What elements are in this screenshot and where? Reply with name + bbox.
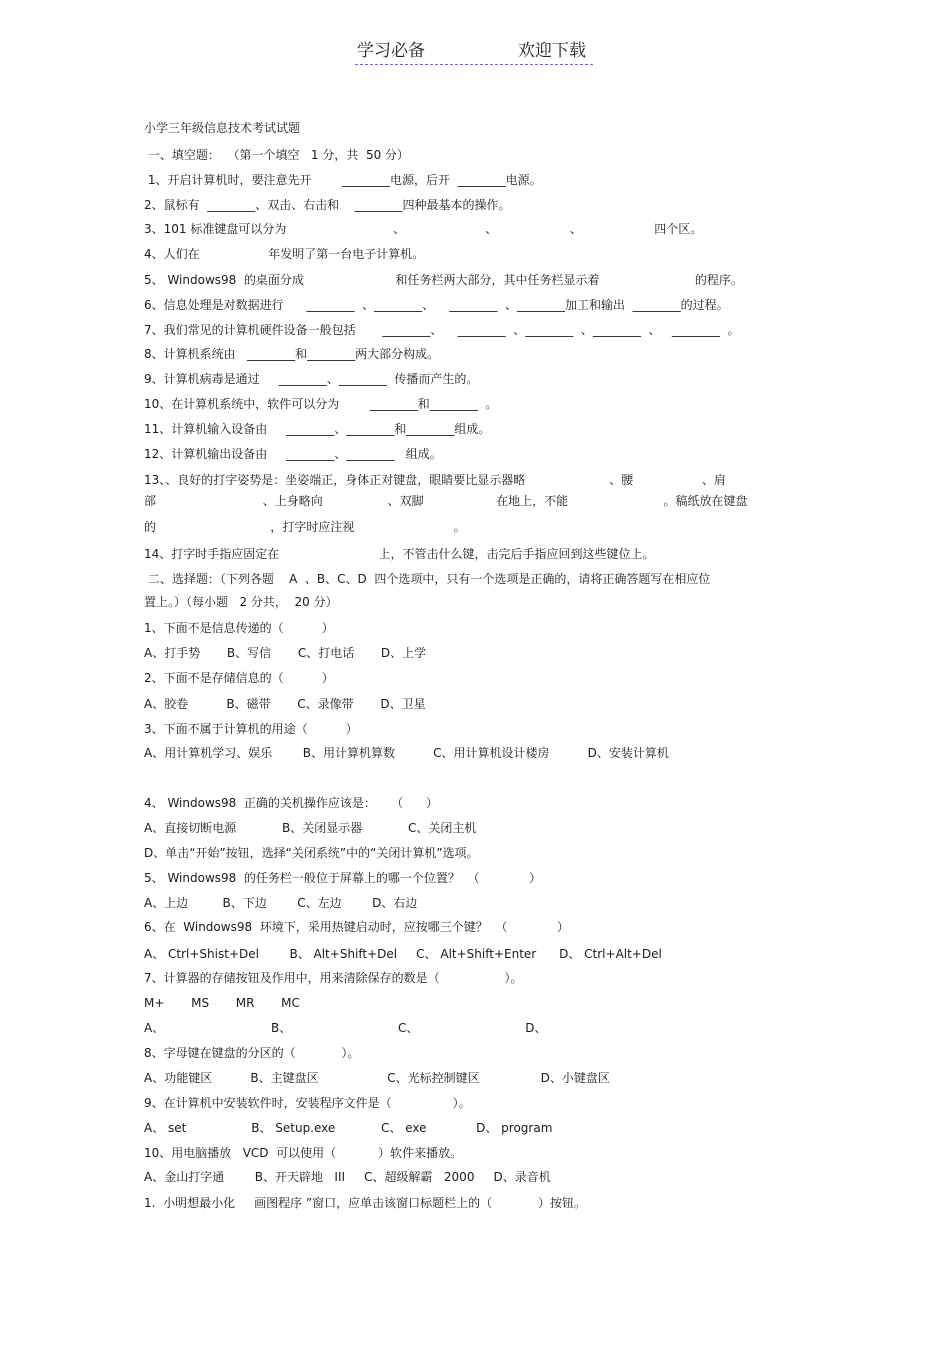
- question-line: 7、计算器的存储按钮及作用中，用来清除保存的数是（ ）。: [144, 971, 523, 985]
- question-line: 10、用电脑播放 VCD 可以使用（ ）软件来播放。: [144, 1146, 463, 1160]
- question-line: 1. 小明想最小化 画图程序 ”窗口，应单击该窗口标题栏上的（ ）按钮。: [144, 1196, 586, 1210]
- section-heading-choice: 置上。）（每小题 2 分共， 20 分）: [144, 595, 338, 609]
- key-labels-line: M+ MS MR MC: [144, 996, 300, 1010]
- options-line: A、 Ctrl+Shist+Del B、 Alt+Shift+Del C、 Alt+Shift+Enter D、 Ctrl+Alt+Del: [144, 947, 662, 961]
- question-line: 13、、良好的打字姿势是：坐姿端正，身体正对键盘，眼睛要比显示器略 、腰 、肩: [144, 473, 726, 487]
- section-heading-choice: 二、选择题：（下列各题 A 、B、C、D 四个选项中，只有一个选项是正确的，请将正确答题写在相应位: [144, 572, 711, 586]
- header-left-text: 学习必备: [357, 41, 425, 61]
- options-line: A、直接切断电源 B、关闭显示器 C、关闭主机: [144, 821, 477, 835]
- question-line: 1、下面不是信息传递的（ ）: [144, 621, 334, 635]
- question-line: 6、信息处理是对数据进行 ________ 、________、 ________ 、________加工和输出 ________的过程。: [144, 298, 729, 312]
- question-line: 5、 Windows98 的桌面分成 和任务栏两大部分，其中任务栏显示着 的程序。: [144, 273, 743, 287]
- document-title: 小学三年级信息技术考试试题: [144, 121, 301, 135]
- question-line: 7、我们常见的计算机硬件设备一般包括 ________、 ________ 、________ 、________ 、 ________ 。: [144, 323, 740, 337]
- options-line: A、金山打字通 B、开天辟地 III C、超级解霸 2000 D、录音机: [144, 1170, 551, 1184]
- options-line: A、功能键区 B、主键盘区 C、光标控制键区 D、小键盘区: [144, 1071, 610, 1085]
- question-line: 12、计算机输出设备由 ________、________ 组成。: [144, 447, 442, 461]
- section-heading-fill: 一、填空题： （第一个填空 1 分，共 50 分）: [144, 148, 410, 162]
- options-line: A、上边 B、下边 C、左边 D、右边: [144, 896, 418, 910]
- question-line: 14、打字时手指应固定在 上，不管击什么键，击完后手指应回到这些键位上。: [144, 547, 655, 561]
- question-line: 6、在 Windows98 环境下，采用热键启动时，应按哪三个键？ （ ）: [144, 920, 569, 934]
- options-line: A、用计算机学习、娱乐 B、用计算机算数 C、用计算机设计楼房 D、安装计算机: [144, 746, 669, 760]
- question-line: 3、101 标准键盘可以分为 、 、 、 四个区。: [144, 222, 703, 236]
- options-line: A、胶卷 B、磁带 C、录像带 D、卫星: [144, 697, 426, 711]
- question-line: 8、字母键在键盘的分区的（ ）。: [144, 1046, 360, 1060]
- question-line: 部 、上身略向 、双脚 在地上，不能 。稿纸放在键盘: [144, 494, 748, 508]
- options-line: D、单击“开始”按钮，选择“关闭系统”中的“关闭计算机”选项。: [144, 846, 479, 860]
- question-line: 3、下面不属于计算机的用途（ ）: [144, 722, 358, 736]
- question-line: 9、在计算机中安装软件时，安装程序文件是（ ）。: [144, 1096, 471, 1110]
- options-line: A、打手势 B、写信 C、打电话 D、上学: [144, 646, 427, 660]
- options-line: A、 set B、 Setup.exe C、 exe D、 program: [144, 1121, 553, 1135]
- question-line: 2、鼠标有 ________、双击、右击和 ________四种最基本的操作。: [144, 198, 511, 212]
- question-line: 1、开启计算机时，要注意先开 ________电源，后开 ________电源。: [144, 173, 542, 187]
- question-line: 5、 Windows98 的任务栏一般位于屏幕上的哪一个位置？ （ ）: [144, 871, 542, 885]
- question-line: 4、 Windows98 正确的关机操作应该是： （ ）: [144, 796, 439, 810]
- page-header: [355, 40, 593, 65]
- options-line: A、 B、 C、 D、: [144, 1021, 547, 1035]
- question-line: 8、计算机系统由 ________和________两大部分构成。: [144, 347, 440, 361]
- question-line: 的 ，打字时应注视 。: [144, 520, 466, 534]
- question-line: 9、计算机病毒是通过 ________、________ 传播而产生的。: [144, 372, 479, 386]
- question-line: 2、下面不是存储信息的（ ）: [144, 671, 334, 685]
- question-line: 11、计算机输入设备由 ________、________和________组成。: [144, 422, 491, 436]
- question-line: 4、人们在 年发明了第一台电子计算机。: [144, 247, 425, 261]
- question-line: 10、在计算机系统中，软件可以分为 ________和________ 。: [144, 397, 498, 411]
- header-right-text: 欢迎下载: [518, 41, 586, 61]
